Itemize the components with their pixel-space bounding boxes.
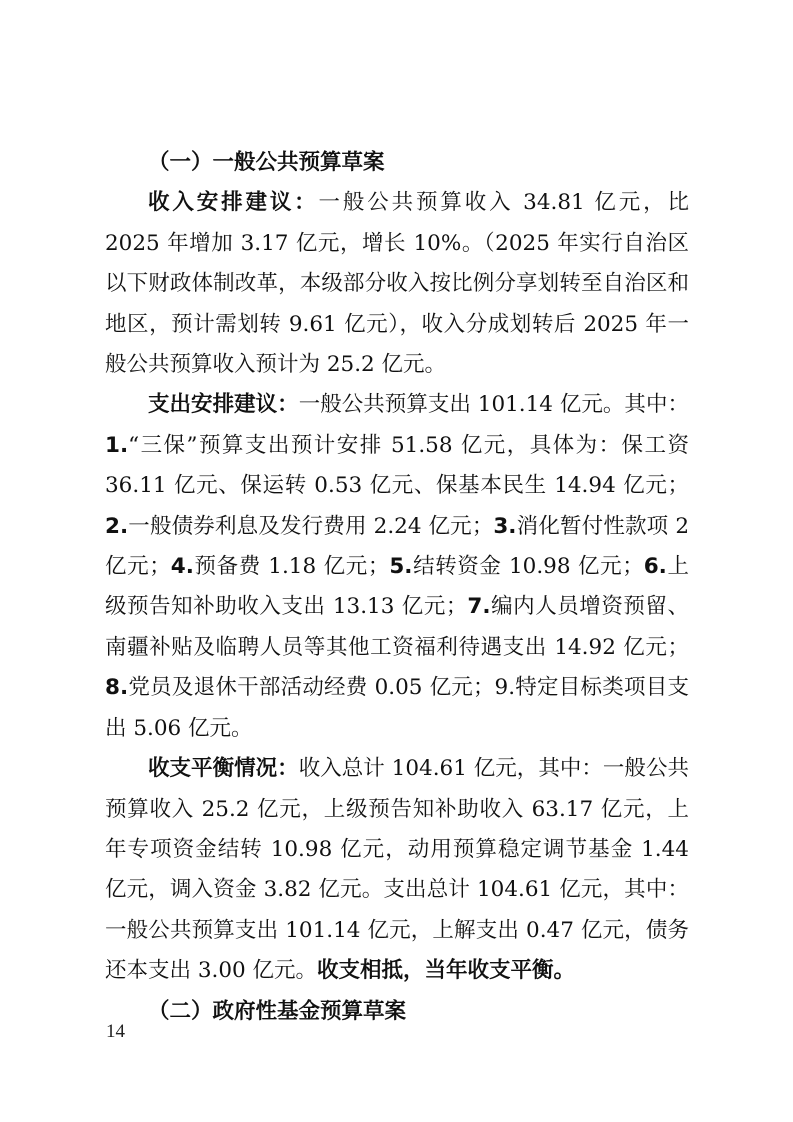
page-number: 14 xyxy=(106,1021,125,1042)
expenditure-item-9-text: 9.特定目标类项目支出 5.06 亿元。 xyxy=(105,675,689,741)
expenditure-item-8-text: 党员及退休干部活动经费 0.05 亿元； xyxy=(128,675,495,701)
expenditure-item-2-text: 一般债券利息及发行费用 2.24 亿元； xyxy=(128,513,494,539)
expenditure-item-7-num: 7. xyxy=(467,594,491,620)
expenditure-item-1-text: “三保”预算支出预计安排 51.58 亿元，具体为：保工资 36.11 亿元、保运转 0.53 亿元、保基本民生 14.94 亿元； xyxy=(105,432,689,499)
expenditure-item-7-text: 编内人员增资预留、南疆补贴及临聘人员等其他工资福利待遇支出 14.92 亿元； xyxy=(105,594,689,660)
balance-paragraph xyxy=(105,749,689,991)
expenditure-item-5-text: 结转资金 10.98 亿元； xyxy=(412,554,644,580)
expenditure-item-4-text: 预备费 1.18 亿元； xyxy=(193,554,390,580)
expenditure-label: 支出安排建议： xyxy=(148,392,299,418)
income-label: 收入安排建议： xyxy=(148,190,319,216)
section-heading-general-budget: （一）一般公共预算草案 xyxy=(148,150,385,175)
expenditure-item-3-text: 消化暂付性款项 2 亿元； xyxy=(105,513,689,580)
section-heading-fund-budget: （二）政府性基金预算草案 xyxy=(148,998,407,1024)
expenditure-item-8-num: 8. xyxy=(105,675,129,701)
expenditure-paragraph xyxy=(105,385,689,749)
balance-label: 收支平衡情况： xyxy=(148,756,299,782)
expenditure-item-3-num: 3. xyxy=(493,513,517,539)
expenditure-intro: 一般公共预算支出 101.14 亿元。其中： xyxy=(298,392,689,418)
expenditure-item-1-num: 1. xyxy=(105,432,129,458)
expenditure-item-6-num: 6. xyxy=(643,554,667,580)
balance-text: 收入总计 104.61 亿元，其中：一般公共预算收入 25.2 亿元，上级预告知补助收入 63.17 亿元，上年专项资金结转 10.98 亿元，动用预算稳定调节基金 1.44 亿元，调入资金 3.82 亿元。支出总计 104.61 亿元，其中：一般公共预算支出 101.14 亿元，上解支出 0.47 亿元，债务还本支出 3.00 亿元。 xyxy=(105,756,689,984)
expenditure-item-2-num: 2. xyxy=(105,513,129,539)
expenditure-item-4-num: 4. xyxy=(170,554,194,580)
expenditure-item-6-text: 上级预告知补助收入支出 13.13 亿元； xyxy=(105,554,689,620)
income-paragraph xyxy=(105,183,689,385)
balance-conclusion: 收支相抵，当年收支平衡。 xyxy=(317,958,576,984)
document-body xyxy=(105,143,689,1032)
income-text: 一般公共预算收入 34.81 亿元，比 2025 年增加 3.17 亿元，增长 10%。（2025 年实行自治区以下财政体制改革，本级部分收入按比例分享划转至自治区和地区，预计需划转 9.61 亿元），收入分成划转后 2025 年一般公共预算收入预计为 25.2 亿元。 xyxy=(105,190,689,378)
expenditure-item-5-num: 5. xyxy=(389,554,413,580)
